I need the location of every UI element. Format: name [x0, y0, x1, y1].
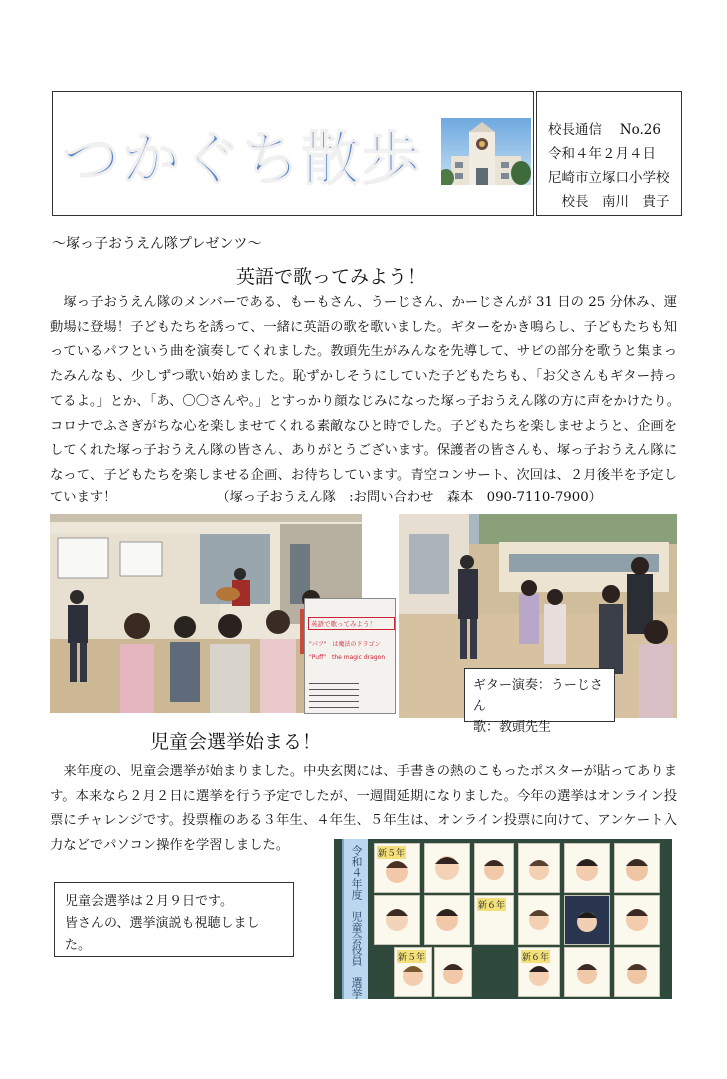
election-note-box — [54, 882, 294, 957]
poster-card — [564, 843, 610, 893]
poster-card — [614, 895, 660, 945]
article2-body — [50, 760, 677, 834]
issue-number: 校長通信 No.26 — [548, 122, 661, 138]
body-line: なって、子どもたちを楽しませる企画、お待ちしています。青空コンサート、次回は、２月後半を予定し — [50, 467, 677, 483]
poster-card — [424, 843, 470, 893]
article1-contact: ています！ （塚っ子おうえん隊 :お問い合わせ 森本 090-7110-7900） — [50, 490, 602, 505]
election-banner-text: 令和４年度 児童会役員 選挙 — [350, 845, 363, 999]
poster-card — [394, 947, 432, 997]
poster-card — [374, 843, 420, 893]
body-line: たみんなも、少しずつ歌い始めました。恥ずかしそうにしていた子どもたちも、「お父さんもギター持っ — [50, 369, 677, 385]
sign-title: 英語で歌ってみよう！ — [308, 617, 395, 630]
photo-caption — [464, 668, 615, 735]
poster-card — [374, 895, 420, 945]
poster-card — [518, 843, 560, 893]
school-name: 尼崎市立塚口小学校 — [548, 170, 670, 186]
election-banner — [342, 839, 368, 999]
poster-card — [518, 947, 560, 997]
body-line: す。本来なら２月２日に選挙を行う予定でしたが、一週間延期になりました。今年の選挙はオンライン投 — [50, 788, 677, 804]
caption-singer: 歌：教頭先生 — [473, 720, 552, 735]
sign-line2: "Puff" the magic dragon — [309, 654, 386, 661]
principal-name: 校長 南川 貴子 — [548, 194, 670, 210]
body-line: 来年度の、児童会選挙が始まりました。中央玄関には、手書きの熱のこもったポスターが貼ってありま — [50, 764, 677, 779]
song-sign-board — [304, 598, 396, 714]
poster-grade-tag: 新５年 — [397, 950, 426, 963]
poster-card — [564, 947, 610, 997]
poster-grade-tag: 新５年 — [377, 846, 406, 859]
poster-card — [614, 843, 660, 893]
issue-date: 令和４年２月４日 — [548, 146, 656, 162]
article2-last-line: 力などでパソコン操作を学習しました。 — [50, 838, 290, 853]
caption-guitar: ギター演奏：うーじさん — [473, 678, 603, 714]
body-line: 塚っ子おうえん隊のメンバーである、もーもさん、うーじさん、かーじさんが 31 日の 25 分休み、運 — [50, 295, 677, 310]
poster-card — [434, 947, 472, 997]
note-line1: 児童会選挙は２月９日です。 — [65, 894, 233, 909]
body-line: 票にチャレンジです。投票権のある３年生、４年生、５年生は、オンライン投票に向けて、アンケート入 — [50, 813, 677, 829]
poster-card — [564, 895, 610, 945]
poster-card — [614, 947, 660, 997]
article1-heading: 英語で歌ってみよう！ — [236, 266, 427, 288]
masthead-title: つかぐち散歩 — [62, 125, 423, 193]
school-building-photo — [441, 118, 531, 185]
poster-grade-tag: 新６年 — [521, 950, 550, 963]
body-line: 動場に登場！子どもたちを誘って、一緒に英語の歌を歌いました。ギターをかき鳴らし、子どもたちも知 — [50, 319, 677, 335]
body-line: っているパフという曲を演奏してくれました。教頭先生がみんなを先導して、サビの部分を歌うと集まっ — [50, 344, 677, 360]
poster-card — [424, 895, 470, 945]
poster-card — [474, 895, 514, 945]
article1-subtitle: ～塚っ子おうえん隊プレゼンツ～ — [52, 236, 262, 252]
body-line: してくれた塚っ子おうえん隊の皆さん、ありがとうございます。保護者の皆さんも、塚っ子おうえん隊に — [50, 443, 677, 459]
body-line: てるよ。」とか、「あ、〇〇さんや。」とすっかり顔なじみになった塚っ子おうえん隊の方に声をかけたり。 — [50, 393, 680, 409]
sign-member-list — [309, 683, 359, 713]
article1-body — [50, 291, 680, 489]
poster-card — [518, 895, 560, 945]
election-poster-board-photo — [334, 839, 672, 999]
poster-grade-tag: 新６年 — [477, 898, 506, 911]
article2-heading: 児童会選挙始まる！ — [150, 731, 322, 753]
sign-line1: "パフ" は魔法のドラゴン — [309, 641, 381, 648]
poster-card — [474, 843, 514, 893]
body-line: コロナでふさぎがちな心を楽しませてくれる素敵なひと時でした。子どもたちを楽しませようと、企画を — [50, 418, 677, 434]
note-line2: 皆さんの、選挙演説も視聴しました。 — [65, 916, 260, 953]
